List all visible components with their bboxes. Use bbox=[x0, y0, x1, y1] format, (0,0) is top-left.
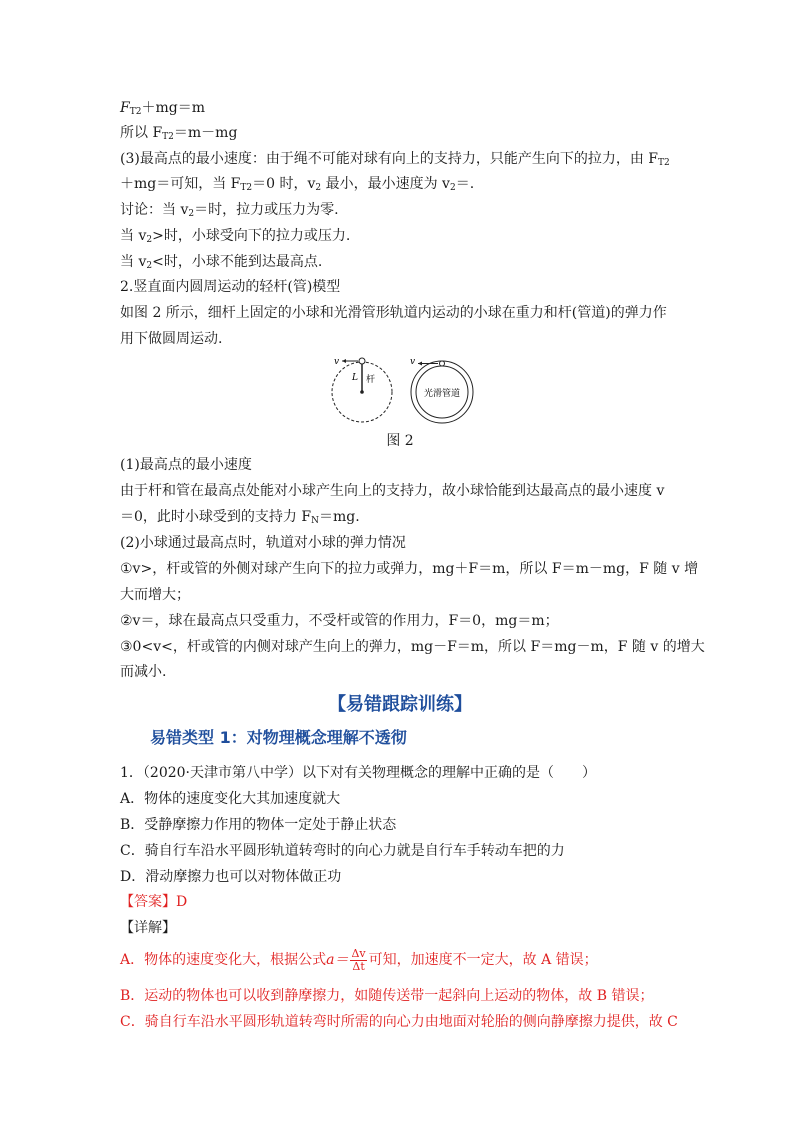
pivot-point bbox=[360, 390, 364, 394]
text-line: ②v＝，球在最高点只受重力，不受杆或管的作用力，F＝0，mg＝m； bbox=[120, 613, 559, 629]
text-line: 用下做圆周运动. bbox=[120, 331, 223, 347]
text-line: ＝0，此时小球受到的支持力 $F_N=mg$. bbox=[120, 509, 360, 526]
detail-a: A．物体的速度变化大，根据公式a＝ $\frac{\Delta v}{\Delta t}$ 可知，加速度不一定大，故 A 错误； bbox=[120, 946, 598, 973]
label-tube: 光滑管道 bbox=[423, 389, 461, 399]
detail-b: B．运动的物体也可以收到静摩擦力，如随传送带一起斜向上运动的物体，故 B 错误； bbox=[120, 988, 654, 1004]
text-line: 如图 2 所示，细杆上固定的小球和光滑管形轨道内运动的小球在重力和杆(管道)的弹力作 bbox=[120, 305, 667, 321]
text-line: 大而增大； bbox=[120, 587, 190, 603]
text-line: 所以 $F_{T2}=m-mg$ bbox=[120, 125, 238, 142]
detail-label: 【详解】 bbox=[120, 920, 176, 936]
sub-title: 易错类型 1：对物理概念理解不透彻 bbox=[150, 728, 407, 747]
text-line: 讨论：当 $v_2=$时，拉力或压力为零. bbox=[120, 202, 339, 219]
text-line: 而减小. bbox=[120, 664, 167, 680]
fraction-formula: $\frac{\Delta v}{\Delta t}$ bbox=[351, 946, 366, 973]
option-b: B．受静摩擦力作用的物体一定处于静止状态 bbox=[120, 817, 397, 833]
label-v-rod: v bbox=[334, 357, 340, 367]
text-line: $F_{T2}+mg=m$ bbox=[120, 100, 205, 117]
label-v-tube: v bbox=[410, 357, 416, 367]
text-line: 2.竖直面内圆周运动的轻杆(管)模型 bbox=[120, 279, 341, 295]
text-line: (3)最高点的最小速度：由于绳不可能对球有向上的支持力，只能产生向下的拉力，由 $F_{T2}$ bbox=[120, 151, 670, 168]
text-line: ③0<v<，杆或管的内侧对球产生向上的弹力，mg－F＝m，所以 F＝mg－m，F 随 v 的增大 bbox=[120, 639, 705, 655]
velocity-arrowhead-tube bbox=[418, 362, 422, 366]
text-line: ＋mg＝可知，当 $F_{T2}=0$ 时，$v_2$ 最小，最小速度为 $v_2=$. bbox=[120, 176, 475, 193]
ball-in-tube bbox=[440, 361, 445, 366]
detail-c: C．骑自行车沿水平圆形轨道转弯时所需的向心力由地面对轮胎的侧向静摩擦力提供，故 C bbox=[120, 1014, 678, 1030]
answer-label: 【答案】D bbox=[120, 894, 188, 910]
label-L: L bbox=[352, 373, 358, 383]
section-title: 【易错跟踪训练】 bbox=[328, 694, 472, 715]
ball-on-rod bbox=[359, 358, 365, 364]
figure-caption: 图 2 bbox=[386, 433, 414, 449]
text-line: 当 $v_2<$时，小球不能到达最高点. bbox=[120, 254, 323, 271]
question-stem: 1．（2020·天津市第八中学）以下对有关物理概念的理解中正确的是（ ） bbox=[120, 765, 596, 781]
text-line: 当 $v_2>$时，小球受向下的拉力或压力. bbox=[120, 228, 351, 245]
velocity-arrowhead bbox=[342, 359, 346, 363]
text-line: (2)小球通过最高点时，轨道对小球的弹力情况 bbox=[120, 535, 406, 551]
option-d: D．滑动摩擦力也可以对物体做正功 bbox=[120, 869, 342, 885]
figure-rod-and-tube bbox=[330, 352, 480, 432]
text-line: (1)最高点的最小速度 bbox=[120, 457, 252, 473]
text-line: ①v>，杆或管的外侧对球产生向下的拉力或弹力，mg＋F＝m，所以 F＝m－mg，F 随 v 增 bbox=[120, 561, 699, 577]
text-line: 由于杆和管在最高点处能对小球产生向上的支持力，故小球恰能到达最高点的最小速度 v bbox=[120, 483, 665, 499]
label-rod: 杆 bbox=[366, 375, 376, 385]
option-c: C．骑自行车沿水平圆形轨道转弯时的向心力就是自行车手转动车把的力 bbox=[120, 843, 565, 859]
option-a: A．物体的速度变化大其加速度就大 bbox=[120, 791, 341, 807]
